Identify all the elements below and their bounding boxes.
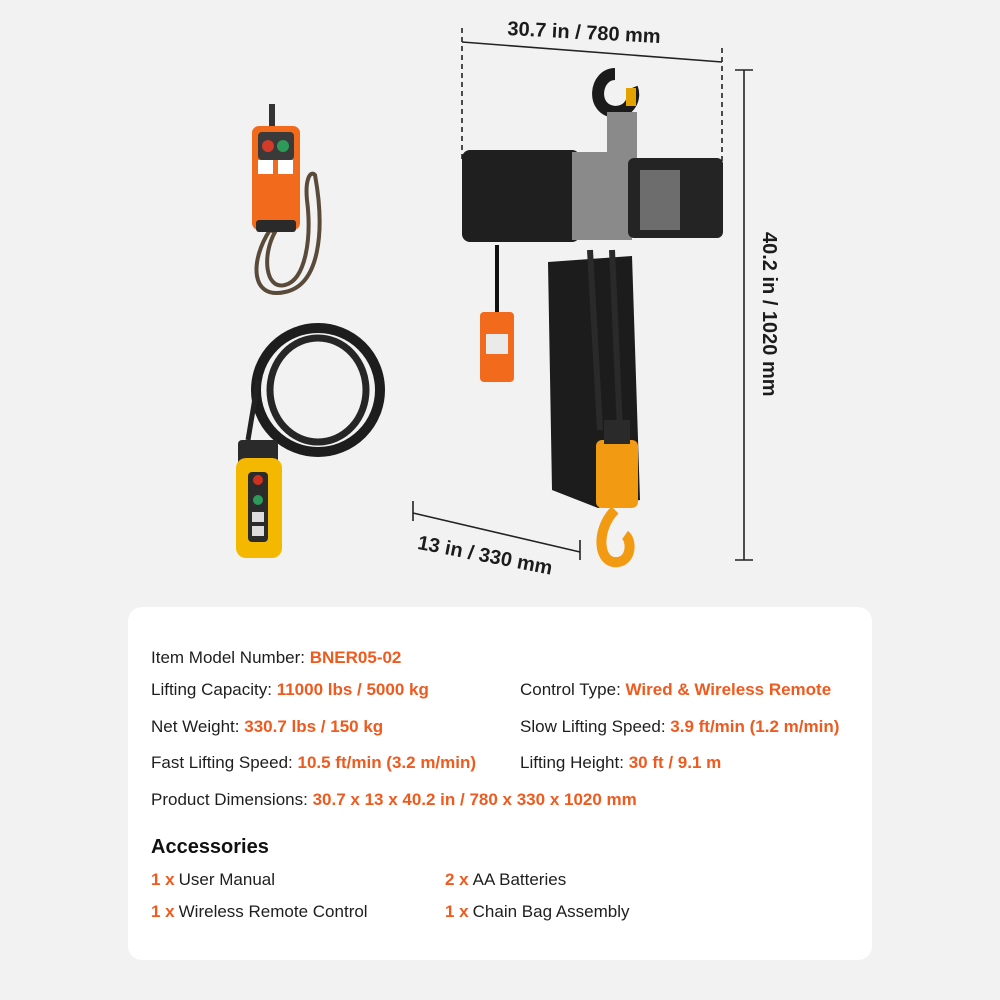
spec-capacity-value: 11000 lbs / 5000 kg xyxy=(276,680,429,699)
spec-card xyxy=(128,607,872,960)
spec-lifting-height xyxy=(520,752,721,774)
spec-dims-value: 30.7 x 13 x 40.2 in / 780 x 330 x 1020 mm xyxy=(312,790,637,809)
spec-control xyxy=(520,679,831,701)
spec-weight xyxy=(151,716,383,738)
accessory-qty: 1 x xyxy=(151,870,175,889)
accessory-name: Wireless Remote Control xyxy=(178,902,368,921)
spec-fast-label: Fast Lifting Speed: xyxy=(151,753,293,772)
spec-height-label: Lifting Height: xyxy=(520,753,624,772)
height-dimension-label: 40.2 in / 1020 mm xyxy=(758,232,780,397)
spec-slow-value: 3.9 ft/min (1.2 m/min) xyxy=(670,717,840,736)
accessory-qty: 2 x xyxy=(445,870,469,889)
accessory-item xyxy=(151,870,275,890)
width-dimension-label: 30.7 in / 780 mm xyxy=(506,18,662,48)
spec-capacity xyxy=(151,679,429,701)
height-dimension-line xyxy=(735,70,753,560)
spec-dimensions xyxy=(151,789,637,811)
accessory-item xyxy=(445,870,566,890)
spec-weight-value: 330.7 lbs / 150 kg xyxy=(244,717,384,736)
wired-pendant xyxy=(236,328,380,558)
spec-weight-label: Net Weight: xyxy=(151,717,240,736)
accessory-name: Chain Bag Assembly xyxy=(472,902,630,921)
spec-capacity-label: Lifting Capacity: xyxy=(151,680,272,699)
accessory-name: AA Batteries xyxy=(472,870,567,889)
depth-dimension-label: 13 in / 330 mm xyxy=(415,532,555,580)
spec-model-value: BNER05-02 xyxy=(309,648,402,667)
spec-control-value: Wired & Wireless Remote xyxy=(625,680,832,699)
spec-model-label: Item Model Number: xyxy=(151,648,305,667)
accessories-heading: Accessories xyxy=(151,836,269,858)
hoist-body xyxy=(462,74,723,562)
spec-slow-speed xyxy=(520,716,839,738)
spec-model xyxy=(151,647,401,669)
spec-control-label: Control Type: xyxy=(520,680,621,699)
accessory-qty: 1 x xyxy=(151,902,175,921)
width-dimension-line xyxy=(462,28,722,165)
wireless-remote xyxy=(252,104,320,293)
spec-slow-label: Slow Lifting Speed: xyxy=(520,717,666,736)
accessory-qty: 1 x xyxy=(445,902,469,921)
accessory-name: User Manual xyxy=(178,870,276,889)
spec-fast-value: 10.5 ft/min (3.2 m/min) xyxy=(297,753,477,772)
spec-height-value: 30 ft / 9.1 m xyxy=(628,753,722,772)
accessory-item xyxy=(151,902,368,922)
spec-dims-label: Product Dimensions: xyxy=(151,790,308,809)
accessory-item xyxy=(445,902,630,922)
spec-fast-speed xyxy=(151,752,476,774)
